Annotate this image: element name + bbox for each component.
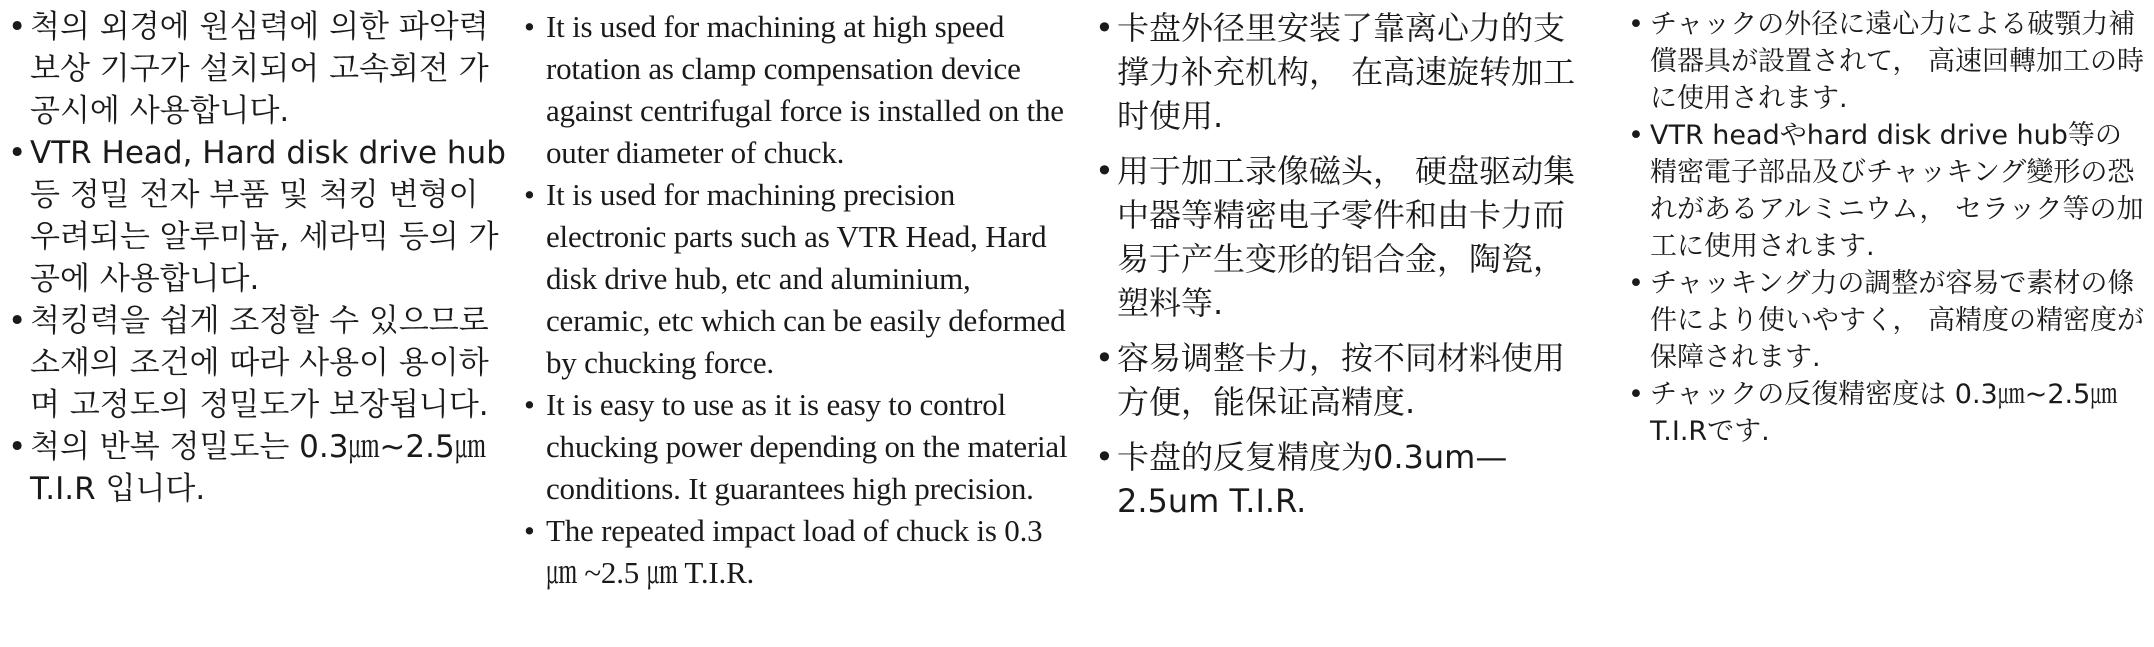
japanese-item: • チャッキング力の調整が容易で素材の條件により使いやすく， 高精度の精密度が保障されます. — [1628, 265, 2148, 376]
korean-item: • 척킹력을 쉽게 조정할 수 있으므로 소재의 조건에 따라 사용이 용이하며 고정도의 정밀도가 보장됩니다. — [8, 300, 513, 426]
english-item: • It is used for machining at high speed rotation as clamp compensation device against centrifugal force is installed on the outer diameter of chuck. — [524, 6, 1069, 174]
korean-bullet-list — [8, 6, 513, 510]
korean-item: • 척의 외경에 원심력에 의한 파악력 보상 기구가 설치되어 고속회전 가공시에 사용합니다. — [8, 6, 513, 132]
english-item: • It is used for machining precision electronic parts such as VTR Head, Hard disk drive hub, etc and aluminium, ceramic, etc which can be easily deformed by chucking force. — [524, 174, 1069, 384]
korean-item: • 척의 반복 정밀도는 0.3㎛~2.5㎛ T.I.R 입니다. — [8, 426, 513, 510]
chinese-item: • 卡盘外径里安装了靠离心力的支撑力补充机构， 在高速旋转加工时使用. — [1095, 6, 1595, 138]
chinese-bullet-list — [1095, 6, 1595, 523]
english-item: • It is easy to use as it is easy to control chucking power depending on the material conditions. It guarantees high precision. — [524, 384, 1069, 510]
english-column — [524, 6, 1069, 594]
english-item: • The repeated impact load of chuck is 0.3 ㎛ ~2.5 ㎛ T.I.R. — [524, 510, 1069, 594]
chinese-item: • 卡盘的反复精度为0.3um—2.5um T.I.R. — [1095, 435, 1595, 523]
japanese-bullet-list — [1628, 6, 2148, 450]
chinese-column — [1095, 6, 1595, 534]
japanese-column — [1628, 6, 2148, 450]
japanese-item: • チャックの反復精密度は 0.3㎛~2.5㎛ T.I.Rです. — [1628, 376, 2148, 450]
korean-column — [8, 6, 513, 510]
korean-item: • VTR Head, Hard disk drive hub등 정밀 전자 부품 및 척킹 변형이 우려되는 알루미늄, 세라믹 등의 가공에 사용합니다. — [8, 132, 513, 300]
chinese-item: • 用于加工录像磁头， 硬盘驱动集中器等精密电子零件和由卡力而易于产生变形的铝合金，陶瓷，塑料等. — [1095, 149, 1595, 325]
english-bullet-list — [524, 6, 1069, 594]
japanese-item: • チャックの外径に遠心力による破顎力補償器具が設置されて， 高速回轉加工の時に使用されます. — [1628, 6, 2148, 117]
chinese-item: • 容易调整卡力，按不同材料使用方便，能保证高精度. — [1095, 336, 1595, 424]
japanese-item: • VTR headやhard disk drive hub等の精密電子部品及びチャッキング變形の恐れがあるアルミニウム， セラック等の加工に使用されます. — [1628, 117, 2148, 265]
